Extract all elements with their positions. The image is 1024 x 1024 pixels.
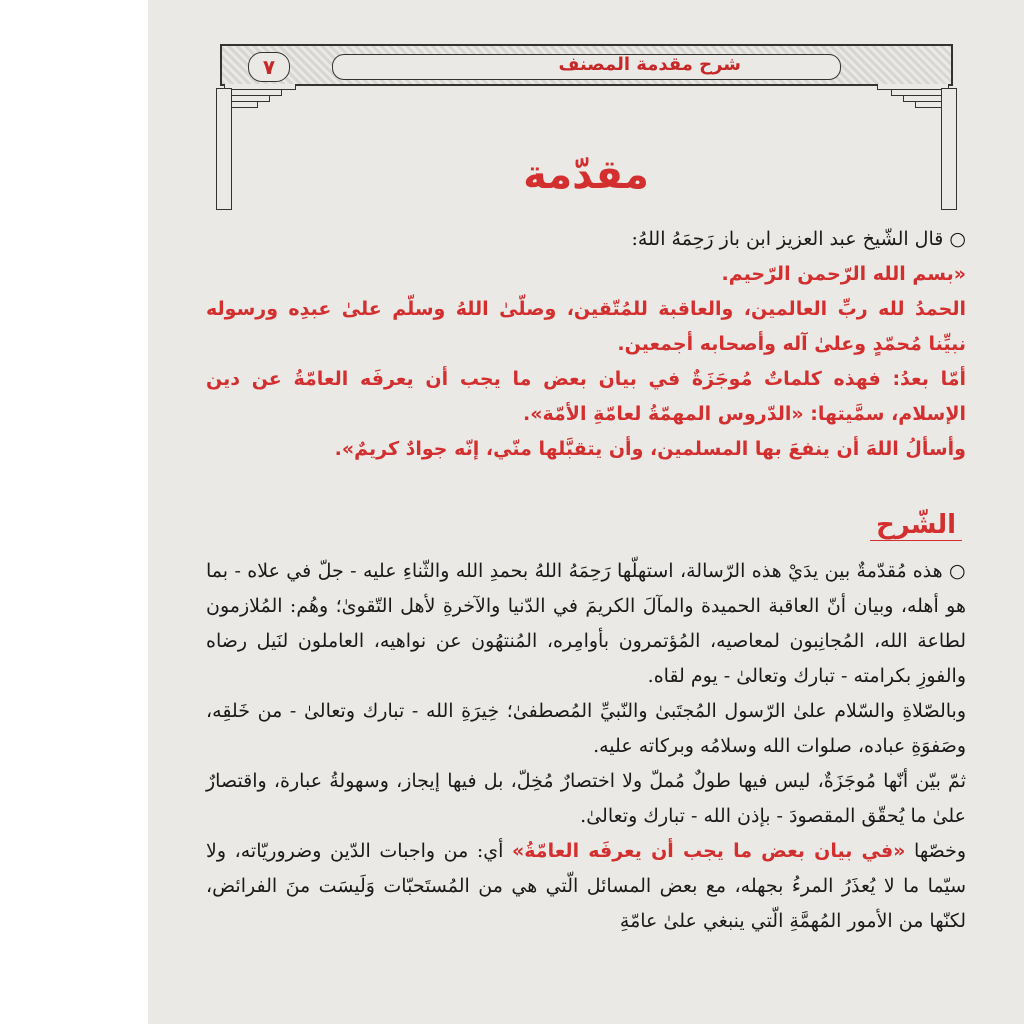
page-header (220, 44, 953, 94)
commentary-paragraph (206, 554, 966, 694)
attribution-line (206, 222, 966, 257)
header-ornament-frame (220, 44, 953, 86)
paragraph-rest: أي: من واجبات الدّين وضروريّاته، ولا سيّما ما لا يُعذَرُ المرءُ بجهله، مع بعض المسائل الّتي هي من المُستَحبّات وَلَيسَت منَ الفرائض، لكنّها من الأمور المُهمَّةِ الّتي ينبغي علىٰ عامّةِ (206, 840, 966, 932)
matn-amma-baad: أمّا بعدُ: فهذه كلماتٌ مُوجَزَةٌ في بيان بعض ما يجب أن يعرفَه العامّةُ عن دين الإسلام، سمَّيتها: «الدّروس المهمّةُ لعامّةِ الأمّة». (206, 368, 966, 425)
quoted-matn: «في بيان بعض ما يجب أن يعرفَه العامّةُ» (512, 840, 906, 862)
matn-dua: وأسألُ اللهَ أن ينفعَ بها المسلمين، وأن يتقبَّلها منّي، إنّه جوادٌ كريمٌ». (334, 438, 966, 460)
commentary-heading: الشّرح (870, 510, 962, 541)
commentary-paragraph: ثمّ بيّن أنّها مُوجَزَةٌ، ليس فيها طولٌ مُملّ ولا اختصارٌ مُخِلّ، بل فيها إيجاز، وسهولةُ عبارة، واقتصارٌ علىٰ ما يُحقّق المقصودَ - بإذن الله - تبارك وتعالىٰ. (206, 770, 966, 827)
bullet-icon: ○ (949, 228, 966, 250)
paragraph-prefix: وخصّها (905, 840, 966, 862)
commentary-paragraph (206, 834, 966, 939)
attribution-text: قال الشّيخ عبد العزيز ابن باز رَحِمَهُ اللهُ: (631, 228, 944, 250)
commentary-block (206, 554, 966, 939)
commentary-text: هذه مُقدّمةٌ بين يدَيْ هذه الرّسالة، استهلّها رَحِمَهُ اللهُ بحمدِ الله والثّناءِ عليه - جلّ في علاه - بما هو أهله، وبيان أنّ العاقبة الحميدة والمآلَ الكريمَ في الدّنيا والآخرةِ لأهل التّقوىٰ؛ وهُم: المُلازمون لطاعة الله، المُجانِبون لمعاصيه، المُؤتمرون بأوامِره، المُنتهُون عن نواهيه، العاملون لنَيل رضاه والفوزِ بكرامته - تبارك وتعالىٰ - يوم لقاه. (206, 560, 966, 687)
page-number: ٧ (248, 52, 290, 82)
commentary-paragraph: وبالصّلاةِ والسّلام علىٰ الرّسول المُجتَبىٰ والنّبيِّ المُصطفىٰ؛ خِيرَةِ الله - تبارك وتعالىٰ - من خَلقِه، وصَفوَةِ عباده، صلوات الله وسلامُه وبركاته عليه. (206, 700, 966, 757)
running-title: شرح مقدمة المصنف (558, 54, 741, 75)
matn-block (206, 222, 966, 467)
matn-hamd: الحمدُ لله ربِّ العالمين، والعاقبة للمُتّقين، وصلّىٰ اللهُ وسلّم علىٰ عبدِه ورسوله نبيِّنا مُحمّدٍ وعلىٰ آله وأصحابه أجمعين. (206, 298, 966, 355)
matn-basmala: «بسم الله الرّحمن الرّحيم. (721, 263, 966, 285)
book-page (148, 0, 1024, 1024)
section-title: مقدّمة (523, 152, 649, 198)
bullet-icon: ○ (949, 560, 966, 582)
